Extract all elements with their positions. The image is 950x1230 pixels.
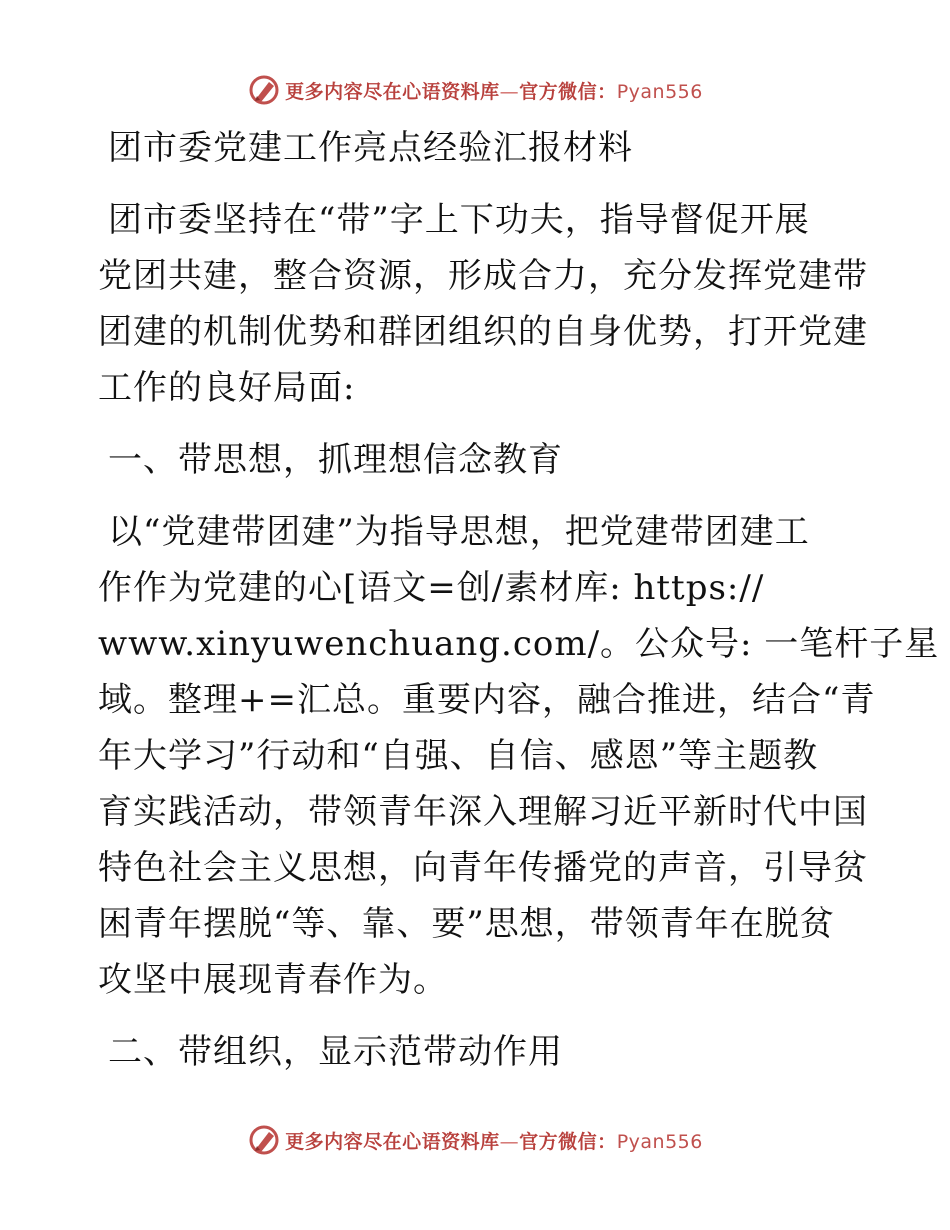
section1-line: www.xinyuwenchuang.com/。公众号: 一笔杆子星 [98, 624, 940, 664]
footer-account: Pyan556 [616, 1130, 703, 1153]
section1-paragraph [98, 504, 940, 1008]
intro-paragraph [98, 192, 868, 416]
section1-line: 育实践活动，带领青年深入理解习近平新时代中国 [98, 792, 868, 832]
header-official-text: 官方微信： [519, 80, 617, 103]
header-banner [0, 70, 950, 110]
section1-line: 攻坚中展现青春作为。 [98, 960, 448, 1000]
section2-heading-block [98, 1024, 853, 1080]
pen-logo-icon [247, 73, 281, 107]
header-site-text: 更多内容尽在心语资料库 [285, 80, 500, 103]
header-dash: — [499, 80, 520, 103]
intro-line: 团建的机制优势和群团组织的自身优势，打开党建 [98, 312, 868, 352]
footer-dash: — [499, 1130, 520, 1153]
section1-line: 域。整理+=汇总。重要内容，融合推进，结合“青 [98, 680, 876, 720]
document-body [98, 120, 940, 1080]
intro-line: 工作的良好局面: [98, 368, 356, 408]
section1-line: 特色社会主义思想，向青年传播党的声音，引导贫 [98, 848, 868, 888]
pen-logo-icon [247, 1123, 281, 1157]
header-account: Pyan556 [616, 80, 703, 103]
section1-line: 以“党建带团建”为指导思想，把党建带团建工 [108, 512, 810, 552]
header-banner-text [285, 77, 703, 104]
section1-line: 年大学习”行动和“自强、自信、感恩”等主题教 [98, 736, 819, 776]
intro-line: 党团共建，整合资源，形成合力，充分发挥党建带 [98, 256, 868, 296]
footer-banner [0, 1120, 950, 1160]
section1-line: 作作为党建的心[语文=创/素材库: https:// [98, 568, 765, 608]
section1-heading: 一、带思想，抓理想信念教育 [108, 440, 563, 480]
section1-line: 困青年摆脱“等、靠、要”思想，带领青年在脱贫 [98, 904, 835, 944]
footer-official-text: 官方微信： [519, 1130, 617, 1153]
section2-heading: 二、带组织，显示范带动作用 [108, 1032, 563, 1072]
footer-banner-text [285, 1127, 703, 1154]
intro-line: 团市委坚持在“带”字上下功夫，指导督促开展 [108, 200, 810, 240]
section1-heading-block [98, 432, 853, 488]
document-title: 团市委党建工作亮点经验汇报材料 [108, 128, 633, 168]
footer-site-text: 更多内容尽在心语资料库 [285, 1130, 500, 1153]
